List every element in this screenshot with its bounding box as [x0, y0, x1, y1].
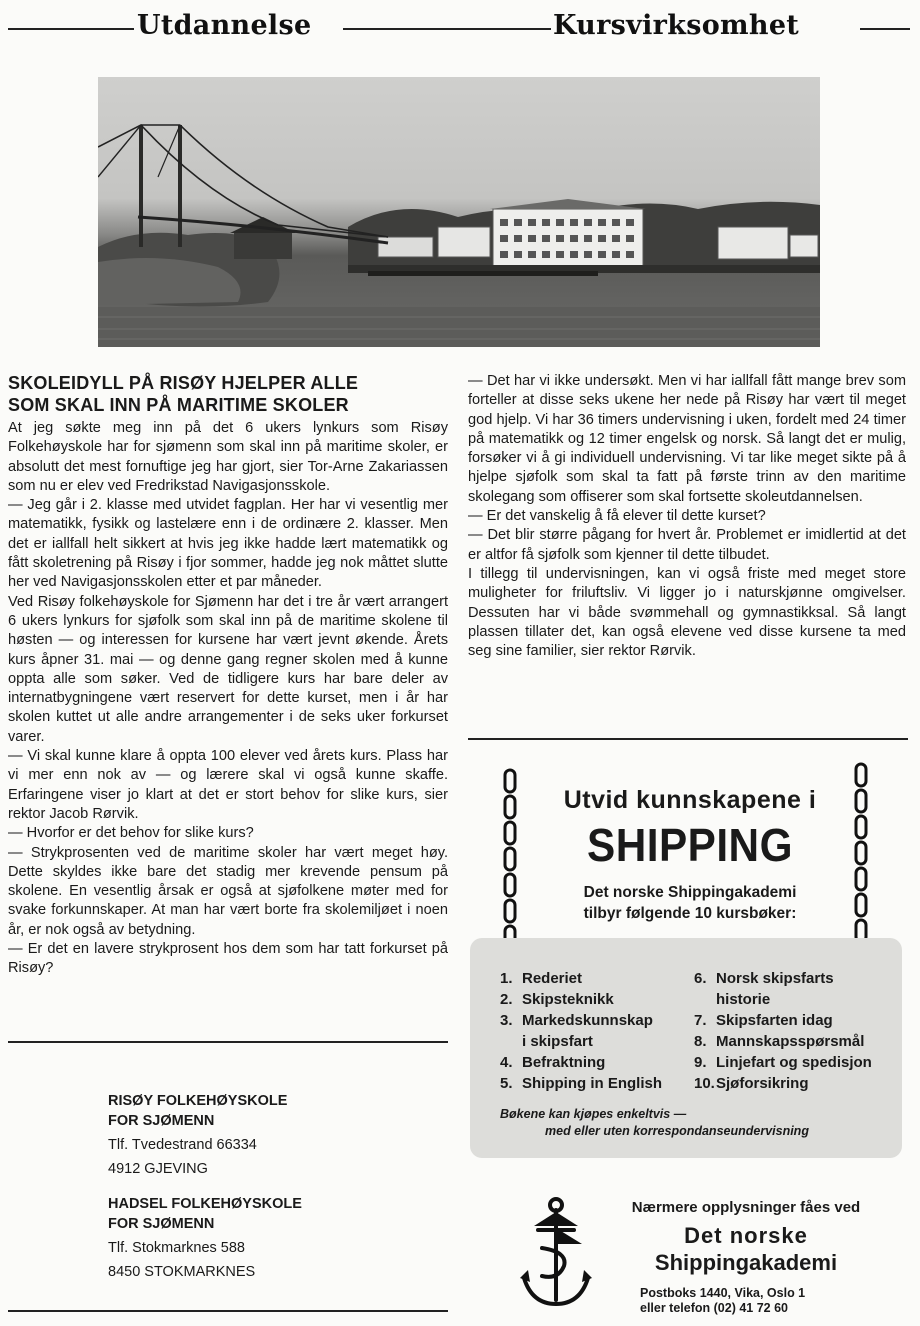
book-item: 7. Skipsfarten idag [694, 1012, 833, 1029]
article-paragraph: — Strykprosenten ved de maritime skoler har vært meget høy. Dette skyldes ikke bare det stadig mer krevende pensum på skolene. En vesentlig årsak er også at sjøfolkene møter med for svake forkunnskaper. At man har vært borte fra skolemiljøet i noen år, er nok også av betydning. [8, 844, 448, 938]
article-paragraph: — Det har vi ikke undersøkt. Men vi har iallfall fått mange brev som forteller at disse seks ukene her nede på Risøy har vært til meget god hjelp. Vi har 36 timers undervisning i uken, fordelt med 24 timer på matematikk og 12 timer engelsk og norsk. Så langt det er mulig, forsøker vi å gi individuell undervisning. Vi tar like meget sikte på å hjelpe sjøfolk som skal ta fatt på første trinn av den maritime skolegang som offiserer som skal fortsette skoleutdannelsen. [468, 373, 906, 505]
book-item: i skipsfart [522, 1033, 593, 1050]
contact-name: FOR SJØMENN [108, 1113, 215, 1129]
article-paragraph: I tillegg til undervisningen, kan vi også friste med meget store muligheter for friluftsliv. Vi ligger jo i naturskjønne omgivelser. Dessuten har vi både svømmehall og gymnastikksal. Så langt plassen tillater det, kan også elevene ved disse kursene ta med seg sine familier, sier rektor Rørvik. [468, 565, 906, 660]
article-headline [8, 372, 448, 416]
article-column-right [468, 372, 906, 661]
article-paragraph: — Jeg går i 2. klasse med utvidet fagplan. Her har vi vesentlig mer matematikk, fysikk og lastelære enn i de ordinære 2. klasser. Men det er iallfall helt sikkert at hvis jeg ikke hadde lært matematikk og fått skoletrening på Risøy i fjor sommer, hadde jeg nok måttet slutte her ved Navigasjonsskolen etter et par måneder. [8, 497, 448, 591]
photo-risoy-bridge [98, 77, 820, 347]
ad-note: med eller uten korrespondanseundervisning [545, 1124, 809, 1138]
book-list-right [694, 968, 872, 1094]
ad-title: Utvid kunnskapene i [563, 786, 817, 814]
anchor-ship-logo-icon [512, 1196, 600, 1314]
contact-phone: Tlf. Tvedestrand 66334 [108, 1137, 257, 1153]
article-paragraph: Ved Risøy folkehøyskole for Sjømenn har det i tre år vært arrangert 6 ukers lynkurs for sjøfolk som skal inn på de maritime skolene til høsten — og interessen for kursene har vært jevnt økende. Årets kurs åpner 31. mai — og denne gang regner skolen med å kunne oppta alle som søker. Ved de tidligere kurs har bare deler av internatbygningene vært reservert for dette kurset, men i år har skolen kuttet ut alle andre arrangementer i de seks uker forkurset varer. [8, 593, 448, 745]
contact-name: HADSEL FOLKEHØYSKOLE [108, 1196, 302, 1212]
ad-address [640, 1286, 805, 1316]
ad-subtitle-line: tilbyr følgende 10 kursbøker: [583, 905, 797, 922]
contact-address: 8450 STOKMARKNES [108, 1264, 256, 1280]
book-item: 10.Sjøforsikring [694, 1075, 809, 1092]
headline-line-2: SOM SKAL INN PÅ MARITIME SKOLER [8, 395, 349, 415]
header-rule-right [860, 28, 910, 30]
ad-headline: SHIPPING [587, 819, 793, 871]
book-item: 6. Norsk skipsfarts [694, 970, 834, 987]
book-item: 8. Mannskapsspørsmål [694, 1033, 865, 1050]
book-item: 2. Skipsteknikk [500, 991, 614, 1008]
ad-address-line: Postboks 1440, Vika, Oslo 1 [640, 1286, 806, 1300]
contact-address: 4912 GJEVING [108, 1161, 208, 1177]
contact-name: RISØY FOLKEHØYSKOLE [108, 1093, 288, 1109]
ad-info-line: Nærmere opplysninger fåes ved [631, 1199, 861, 1216]
ad-subtitle [520, 882, 860, 924]
book-item: 5. Shipping in English [500, 1075, 662, 1092]
article-column-left [8, 419, 448, 979]
book-item: 3. Markedskunnskap [500, 1012, 653, 1029]
ad-subtitle-line: Det norske Shippingakademi [583, 884, 797, 901]
header-title-right: Kursvirksomhet [553, 10, 800, 41]
article-paragraph: — Hvorfor er det behov for slike kurs? [8, 825, 254, 842]
photo-illustration [98, 77, 820, 347]
divider-left-bottom [8, 1310, 448, 1312]
ad-organisation-line: Shippingakademi [654, 1250, 838, 1275]
ad-address-line: eller telefon (02) 41 72 60 [640, 1301, 788, 1315]
header-rule-left [8, 28, 134, 30]
contact-risoy [108, 1091, 287, 1179]
book-item: 1. Rederiet [500, 970, 583, 987]
header-rule-middle [343, 28, 551, 30]
article-paragraph: — Vi skal kunne klare å oppta 100 elever ved årets kurs. Plass har vi mer enn nok av — og lærere skal vi også kunne skaffe. Erfaringene viser jo klart at det er stort behov for slike kurs, sier rektor Jacob Rørvik. [8, 748, 448, 822]
article-paragraph: — Er det en lavere strykprosent hos dem som har tatt forkurset på Risøy? [8, 941, 448, 977]
contact-phone: Tlf. Stokmarknes 588 [108, 1240, 245, 1256]
ad-organisation [606, 1222, 886, 1276]
divider-left-top [8, 1041, 448, 1043]
headline-line-1: SKOLEIDYLL PÅ RISØY HJELPER ALLE [8, 373, 359, 393]
article-paragraph: At jeg søkte meg inn på det 6 ukers lynkurs som Risøy Folkehøyskole har for sjømenn som skal inn på maritime skoler, er absolutt det mest fornuftige jeg har gjort, sier Tor-Arne Zakariassen som nu er elev ved Fredrikstad Navigasjonsskole. [8, 420, 448, 494]
book-item: 4. Befraktning [500, 1054, 606, 1071]
book-list-left [500, 968, 662, 1094]
contact-hadsel [108, 1194, 302, 1282]
article-paragraph: — Det blir større pågang for hvert år. Problemet er imidlertid at det er altfor få sjøfolk som kjenner til dette tilbudet. [468, 527, 906, 563]
book-item: 9. Linjefart og spedisjon [694, 1054, 872, 1071]
ad-note: Bøkene kan kjøpes enkeltvis — [500, 1107, 687, 1121]
contact-name: FOR SJØMENN [108, 1216, 215, 1232]
header-title-left: Utdannelse [137, 10, 312, 41]
divider-right-column [468, 738, 908, 740]
article-paragraph: — Er det vanskelig å få elever til dette kurset? [468, 508, 766, 525]
ad-organisation-line: Det norske [684, 1223, 808, 1248]
book-item: historie [716, 991, 771, 1008]
